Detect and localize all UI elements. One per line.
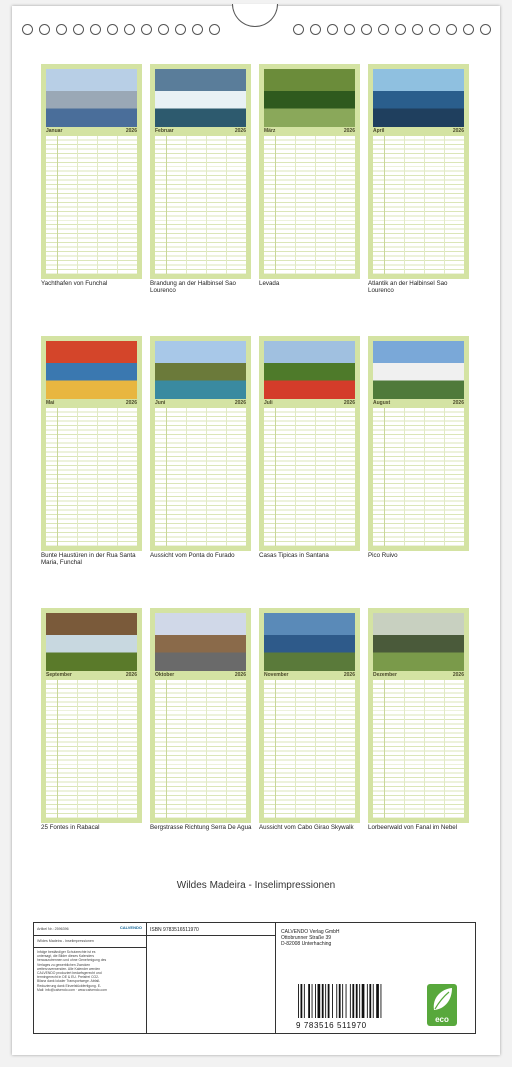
barcode-bar: [381, 984, 382, 1018]
month-name: August: [373, 400, 391, 406]
month-year: 2026: [343, 400, 355, 406]
isbn-row: [147, 923, 275, 936]
barcode-bar: [376, 984, 379, 1018]
month-name: Februar: [155, 128, 174, 134]
binding-hole: [90, 24, 101, 35]
month-caption: 25 Fontes in Rabacal: [41, 824, 100, 831]
month-photo: [46, 341, 137, 399]
publisher-address: [281, 929, 340, 947]
month-name: November: [264, 672, 289, 678]
month-year: 2026: [452, 400, 464, 406]
month-year: 2026: [343, 128, 355, 134]
month-photo: [264, 69, 355, 127]
barcode-bar: [352, 984, 354, 1018]
month-caption: Bunte Haustüren in der Rua Santa Maria, Funchal: [41, 552, 136, 566]
month-year: 2026: [125, 672, 137, 678]
grid-columns: [385, 136, 464, 274]
barcode-bar: [339, 984, 341, 1018]
month-year: 2026: [125, 400, 137, 406]
binding-hole: [412, 24, 423, 35]
month-caption: Levada: [259, 280, 280, 287]
grid-columns: [167, 408, 246, 546]
month-year: 2026: [452, 128, 464, 134]
binding-hole: [192, 24, 203, 35]
binding-hole: [429, 24, 440, 35]
month-day-grid: [155, 136, 246, 274]
grid-columns: [58, 136, 137, 274]
barcode-bar: [356, 984, 358, 1018]
binding-hole: [293, 24, 304, 35]
barcode-bar: [342, 984, 343, 1018]
month-name: Juli: [264, 400, 273, 406]
month-caption: Casas Tipicas in Santana: [259, 552, 329, 559]
month-caption: Aussicht vom Cabo Girao Skywalk: [259, 824, 354, 831]
month-header: [155, 400, 246, 407]
article-number: Artikel Nr.: 2596396: [37, 927, 69, 931]
month-photo: [264, 341, 355, 399]
calendar-title: Wildes Madeira - Inselimpressionen: [176, 880, 336, 891]
month-year: 2026: [234, 672, 246, 678]
binding-hole: [39, 24, 50, 35]
month-panel-4: [368, 64, 469, 279]
month-day-grid: [373, 680, 464, 818]
month-caption: Brandung an der Halbinsel Sao Lourenco: [150, 280, 236, 294]
month-name: September: [46, 672, 72, 678]
binding-hole: [22, 24, 33, 35]
imprint-left-column: [34, 923, 147, 1033]
barcode-bar: [369, 984, 371, 1018]
barcode-bar: [301, 984, 303, 1018]
month-day-grid: [155, 408, 246, 546]
month-photo: [155, 613, 246, 671]
month-panel-7: [259, 336, 360, 551]
month-name: April: [373, 128, 385, 134]
isbn-barcode: [296, 984, 388, 1018]
binding-hole: [141, 24, 152, 35]
month-photo: [373, 69, 464, 127]
grid-columns: [385, 680, 464, 818]
month-day-grid: [46, 136, 137, 274]
binding-hole: [463, 24, 474, 35]
barcode-bar: [336, 984, 337, 1018]
binding-hole: [175, 24, 186, 35]
month-panel-10: [150, 608, 251, 823]
month-panel-8: [368, 336, 469, 551]
barcode-bar: [322, 984, 324, 1018]
month-photo: [46, 613, 137, 671]
month-caption: Bergstrasse Richtung Serra De Agua: [150, 824, 252, 831]
month-name: Mai: [46, 400, 55, 406]
month-header: [264, 128, 355, 135]
month-photo: [373, 341, 464, 399]
month-day-grid: [46, 408, 137, 546]
binding-hole: [158, 24, 169, 35]
month-header: [46, 400, 137, 407]
binding-hole: [327, 24, 338, 35]
month-name: Juni: [155, 400, 166, 406]
month-header: [264, 400, 355, 407]
barcode-bar: [312, 984, 313, 1018]
month-day-grid: [264, 680, 355, 818]
binding-hole: [361, 24, 372, 35]
month-day-grid: [264, 408, 355, 546]
grid-columns: [167, 136, 246, 274]
month-day-grid: [373, 408, 464, 546]
isbn-number: ISBN 9783516511970: [150, 927, 199, 933]
month-year: 2026: [125, 128, 137, 134]
binding-hole: [107, 24, 118, 35]
month-panel-6: [150, 336, 251, 551]
month-header: [46, 672, 137, 679]
barcode-bar: [359, 984, 360, 1018]
month-name: Dezember: [373, 672, 397, 678]
barcode-bar: [318, 984, 321, 1018]
month-photo: [155, 341, 246, 399]
binding-hole: [480, 24, 491, 35]
month-day-grid: [373, 136, 464, 274]
month-header: [373, 400, 464, 407]
imprint-short-title: Wildes Madeira - Inselimpressionen: [37, 939, 94, 943]
month-header: [46, 128, 137, 135]
binding-hole: [73, 24, 84, 35]
barcode-bar: [373, 984, 374, 1018]
month-photo: [46, 69, 137, 127]
month-panel-2: [150, 64, 251, 279]
barcode-bar: [325, 984, 326, 1018]
binding-hole: [344, 24, 355, 35]
month-panel-9: [41, 608, 142, 823]
binding-hole: [446, 24, 457, 35]
month-header: [155, 128, 246, 135]
binding-hole: [209, 24, 220, 35]
month-header: [373, 672, 464, 679]
month-caption: Aussicht vom Ponta do Furado: [150, 552, 235, 559]
month-year: 2026: [343, 672, 355, 678]
calvendo-logo: CALVENDO: [119, 925, 142, 930]
month-panel-12: [368, 608, 469, 823]
grid-columns: [167, 680, 246, 818]
barcode-bar: [346, 984, 347, 1018]
imprint-box: [33, 922, 476, 1034]
month-photo: [264, 613, 355, 671]
grid-columns: [385, 408, 464, 546]
binding-hole: [56, 24, 67, 35]
month-year: 2026: [234, 400, 246, 406]
binding-hole: [310, 24, 321, 35]
imprint-article-row: [34, 923, 146, 936]
month-panel-11: [259, 608, 360, 823]
imprint-isbn-column: [147, 923, 276, 1033]
publisher-street: Ottobrunner Straße 39: [281, 935, 332, 941]
month-name: März: [264, 128, 276, 134]
month-panel-3: [259, 64, 360, 279]
barcode-bar: [362, 984, 365, 1018]
eco-badge: [427, 984, 457, 1026]
binding-hole: [124, 24, 135, 35]
grid-columns: [276, 408, 355, 546]
barcode-bar: [332, 984, 333, 1018]
month-caption: Pico Ruivo: [368, 552, 398, 559]
month-caption: Lorbeerwald von Fanal im Nebel: [368, 824, 458, 831]
barcode-bar: [350, 984, 351, 1018]
imprint-legal-text: Infolge beständiger Schutzrechte ist es untersagt, die Bilder dieses Kalenders herauszutrennen und ohne Genehmigung des Verlages zu gewerblichen Zwecken weiterzuverwenden. Alle Kalender werden CALVENDO produziert bedarfsgerecht und termingerecht in DE & EU. Preisfrei CO2-Bilanz dank lokaler Transportwege. Abfall-Reduzierung dank Einzelstückfertigung. E-Mail: info@calvendo.com · www.calvendo.com: [37, 950, 107, 992]
barcode-bar: [328, 984, 330, 1018]
barcode-number: 9 783516 511970: [296, 1021, 367, 1030]
month-header: [264, 672, 355, 679]
barcode-bar: [304, 984, 305, 1018]
grid-columns: [58, 408, 137, 546]
month-day-grid: [155, 680, 246, 818]
month-caption: Atlantik an der Halbinsel Sao Lourenco: [368, 280, 448, 294]
barcode-bar: [367, 984, 368, 1018]
binding-hole: [395, 24, 406, 35]
month-header: [155, 672, 246, 679]
month-year: 2026: [452, 672, 464, 678]
imprint-title-row: [34, 936, 146, 948]
month-day-grid: [46, 680, 137, 818]
month-photo: [155, 69, 246, 127]
barcode-bar: [308, 984, 310, 1018]
eco-label: eco: [435, 1015, 449, 1024]
month-year: 2026: [234, 128, 246, 134]
grid-columns: [276, 680, 355, 818]
grid-columns: [58, 680, 137, 818]
barcode-bar: [315, 984, 316, 1018]
barcode-bar: [298, 984, 299, 1018]
month-photo: [373, 613, 464, 671]
month-header: [373, 128, 464, 135]
grid-columns: [276, 136, 355, 274]
month-panel-1: [41, 64, 142, 279]
month-caption: Yachthafen von Funchal: [41, 280, 108, 287]
month-name: Januar: [46, 128, 63, 134]
leaf-icon: [427, 984, 457, 1016]
month-day-grid: [264, 136, 355, 274]
month-panel-5: [41, 336, 142, 551]
binding-hole: [378, 24, 389, 35]
publisher-city: D-82008 Unterhaching: [281, 941, 332, 947]
publisher-name: CALVENDO Verlag GmbH: [281, 929, 340, 935]
month-name: Oktober: [155, 672, 175, 678]
